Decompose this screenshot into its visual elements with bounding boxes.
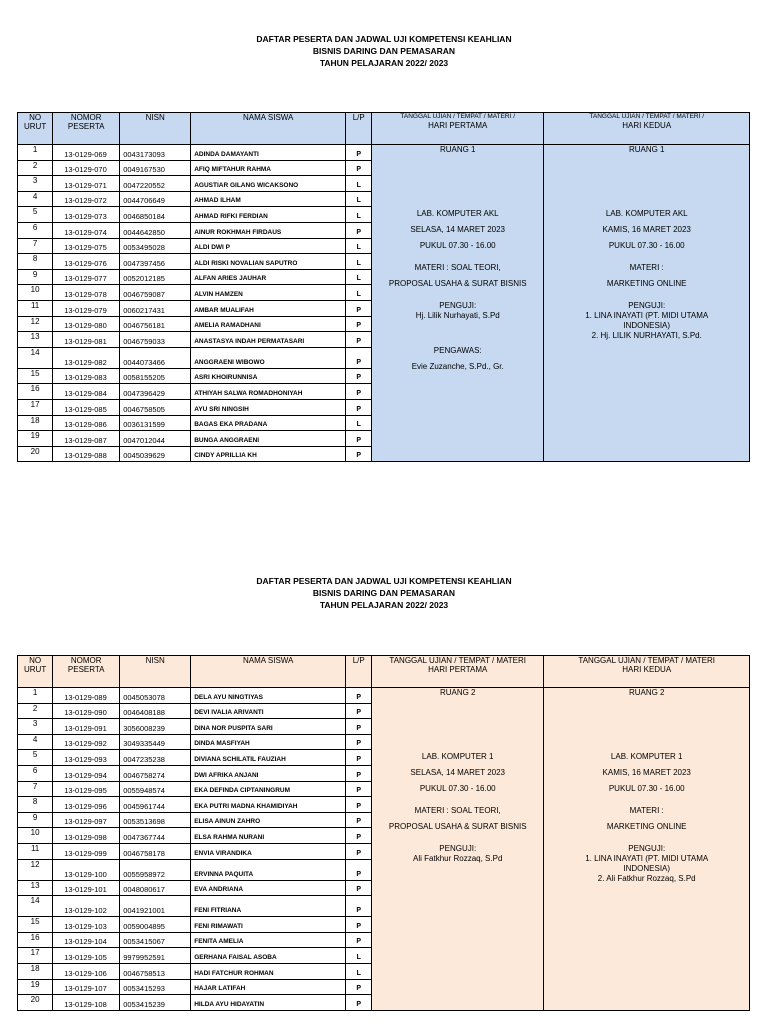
- gender: P: [346, 880, 372, 896]
- row-number: 10: [18, 285, 53, 301]
- gender: P: [346, 781, 372, 797]
- gender: L: [346, 238, 372, 254]
- nomor-peserta: 13-0129-107: [53, 979, 120, 995]
- nomor-peserta: 13-0129-071: [53, 176, 120, 192]
- student-name: GERHANA FAISAL ASOBA: [191, 948, 346, 964]
- nomor-peserta: 13-0129-097: [53, 812, 120, 828]
- row-number: 2: [18, 703, 53, 719]
- student-name: ERVINNA PAQUITA: [191, 859, 346, 880]
- row-number: 12: [18, 316, 53, 332]
- header-nama: NAMA SISWA: [191, 113, 346, 145]
- gender: P: [346, 384, 372, 400]
- header-nomor: NOMOR PESERTA: [53, 113, 120, 145]
- gender: P: [346, 222, 372, 238]
- spacer: [372, 832, 543, 844]
- student-name: ANASTASYA INDAH PERMATASARI: [191, 332, 346, 348]
- gender: P: [346, 932, 372, 948]
- nisn: 0055958972: [120, 859, 191, 880]
- gender: P: [346, 719, 372, 735]
- student-name: BUNGA ANGGRAENI: [191, 431, 346, 447]
- lab-name: LAB. KOMPUTER AKL: [605, 209, 688, 218]
- row-number: 6: [18, 222, 53, 238]
- student-name: HILDA AYU HIDAYATIN: [191, 995, 346, 1011]
- gender: P: [346, 368, 372, 384]
- student-name: ANGGRAENI WIBOWO: [191, 347, 346, 368]
- row-number: 3: [18, 719, 53, 735]
- nisn: 0046408188: [120, 703, 191, 719]
- nisn: 0047235238: [120, 750, 191, 766]
- row-number: 18: [18, 415, 53, 431]
- exam-time: PUKUL 07.30 - 16.00: [419, 784, 496, 793]
- nomor-peserta: 13-0129-106: [53, 963, 120, 979]
- header-nisn: NISN: [120, 656, 191, 688]
- nomor-peserta: 13-0129-108: [53, 995, 120, 1011]
- row-number: 20: [18, 995, 53, 1011]
- gender: P: [346, 446, 372, 462]
- materi-line: MATERI :: [629, 263, 664, 272]
- nomor-peserta: 13-0129-085: [53, 399, 120, 415]
- gender: P: [346, 917, 372, 933]
- row-number: 17: [18, 399, 53, 415]
- penguji-name: 2. Hj. LILIK NURHAYATI, S.Pd.: [591, 331, 702, 340]
- header-day1: TANGGAL UJIAN / TEMPAT / MATERI HARI PERTAMA: [372, 656, 544, 688]
- student-name: DINA NOR PUSPITA SARI: [191, 719, 346, 735]
- materi-line: PROPOSAL USAHA & SURAT BISNIS: [388, 279, 527, 288]
- gender: P: [346, 145, 372, 161]
- student-name: AFIQ MIFTAHUR RAHMA: [191, 160, 346, 176]
- nisn: 0047397456: [120, 254, 191, 270]
- nomor-peserta: 13-0129-101: [53, 880, 120, 896]
- nomor-peserta: 13-0129-095: [53, 781, 120, 797]
- penguji-label: PENGUJI:: [439, 301, 477, 310]
- nisn: 0046759087: [120, 285, 191, 301]
- penguji-name: 1. LINA INAYATI (PT. MIDI UTAMA: [585, 311, 709, 320]
- participant-table: [17, 112, 750, 462]
- nisn: 0059004895: [120, 917, 191, 933]
- materi-line: PROPOSAL USAHA & SURAT BISNIS: [388, 822, 527, 831]
- gender: P: [346, 347, 372, 368]
- table-row: [18, 145, 750, 161]
- gender: P: [346, 399, 372, 415]
- lab-name: LAB. KOMPUTER AKL: [416, 209, 499, 218]
- student-name: DINDA MASFIYAH: [191, 734, 346, 750]
- row-number: 14: [18, 896, 53, 917]
- student-name: ENVIA VIRANDIKA: [191, 843, 346, 859]
- row-number: 14: [18, 347, 53, 368]
- penguji-name: INDONESIA): [623, 864, 671, 873]
- spacer: [372, 794, 543, 806]
- row-number: 20: [18, 446, 53, 462]
- header-nama: NAMA SISWA: [191, 656, 346, 688]
- nisn: 0047012044: [120, 431, 191, 447]
- gender: P: [346, 797, 372, 813]
- gender: P: [346, 332, 372, 348]
- student-name: AHMAD ILHAM: [191, 191, 346, 207]
- student-name: ASRI KHOIRUNNISA: [191, 368, 346, 384]
- nisn: 0053495028: [120, 238, 191, 254]
- nomor-peserta: 13-0129-074: [53, 222, 120, 238]
- nomor-peserta: 13-0129-080: [53, 316, 120, 332]
- row-number: 17: [18, 948, 53, 964]
- row-number: 1: [18, 688, 53, 704]
- nisn: 9979952591: [120, 948, 191, 964]
- nisn: 0044073466: [120, 347, 191, 368]
- student-name: FENI RIMAWATI: [191, 917, 346, 933]
- pengawas-name: Evie Zuzanche, S.Pd., Gr.: [411, 362, 504, 371]
- gender: P: [346, 734, 372, 750]
- nisn: 0049167530: [120, 160, 191, 176]
- gender: P: [346, 703, 372, 719]
- header-nomor: NOMOR PESERTA: [53, 656, 120, 688]
- materi-line: MARKETING ONLINE: [606, 822, 687, 831]
- nomor-peserta: 13-0129-087: [53, 431, 120, 447]
- nisn: 0044706649: [120, 191, 191, 207]
- student-name: AMBAR MUALIFAH: [191, 300, 346, 316]
- gender: P: [346, 431, 372, 447]
- gender: L: [346, 176, 372, 192]
- nomor-peserta: 13-0129-069: [53, 145, 120, 161]
- penguji-name: INDONESIA): [623, 321, 671, 330]
- student-name: ATHIYAH SALWA ROMADHONIYAH: [191, 384, 346, 400]
- student-name: DELA AYU NINGTIYAS: [191, 688, 346, 704]
- nisn: 0046756181: [120, 316, 191, 332]
- nomor-peserta: 13-0129-083: [53, 368, 120, 384]
- gender: P: [346, 843, 372, 859]
- nomor-peserta: 13-0129-104: [53, 932, 120, 948]
- row-number: 8: [18, 797, 53, 813]
- lab-name: LAB. KOMPUTER 1: [610, 752, 683, 761]
- header-no: NO URUT: [18, 113, 53, 145]
- exam-time: PUKUL 07.30 - 16.00: [419, 241, 496, 250]
- nisn: 0052012185: [120, 269, 191, 285]
- nisn: 0045961744: [120, 797, 191, 813]
- materi-line: MATERI :: [629, 806, 664, 815]
- student-name: ALDI DWI P: [191, 238, 346, 254]
- header-no: NO URUT: [18, 656, 53, 688]
- row-number: 3: [18, 176, 53, 192]
- student-name: CINDY APRILLIA KH: [191, 446, 346, 462]
- schedule-day1: [372, 145, 544, 462]
- nisn: 0043173093: [120, 145, 191, 161]
- student-name: ADINDA DAMAYANTI: [191, 145, 346, 161]
- nisn: 0045039629: [120, 446, 191, 462]
- nomor-peserta: 13-0129-079: [53, 300, 120, 316]
- nisn: 0047396429: [120, 384, 191, 400]
- room-label: RUANG 1: [439, 145, 476, 154]
- nomor-peserta: 13-0129-102: [53, 896, 120, 917]
- nomor-peserta: 13-0129-075: [53, 238, 120, 254]
- student-name: HADI FATCHUR ROHMAN: [191, 963, 346, 979]
- penguji-name: Hj. Lilik Nurhayati, S.Pd: [415, 311, 500, 320]
- exam-date: SELASA, 14 MARET 2023: [410, 768, 505, 777]
- row-number: 19: [18, 979, 53, 995]
- student-name: DEVI IVALIA ARIVANTI: [191, 703, 346, 719]
- row-number: 10: [18, 828, 53, 844]
- header-nisn: NISN: [120, 113, 191, 145]
- student-name: AINUR ROKHMAH FIRDAUS: [191, 222, 346, 238]
- materi-line: MATERI : SOAL TEORI,: [414, 806, 501, 815]
- student-name: ALFAN ARIES JAUHAR: [191, 269, 346, 285]
- spacer: [544, 251, 749, 263]
- penguji-name: 2. Ali Fatkhur Rozzaq, S.Pd: [597, 874, 696, 883]
- student-name: AYU SRI NINGSIH: [191, 399, 346, 415]
- nomor-peserta: 13-0129-100: [53, 859, 120, 880]
- nomor-peserta: 13-0129-076: [53, 254, 120, 270]
- row-number: 7: [18, 238, 53, 254]
- nomor-peserta: 13-0129-073: [53, 207, 120, 223]
- gender: L: [346, 191, 372, 207]
- gender: P: [346, 896, 372, 917]
- schedule-day1: [372, 688, 544, 1011]
- spacer: [372, 155, 543, 209]
- nomor-peserta: 13-0129-098: [53, 828, 120, 844]
- student-name: HAJAR LATIFAH: [191, 979, 346, 995]
- pengawas-label: PENGAWAS:: [433, 346, 482, 355]
- nomor-peserta: 13-0129-089: [53, 688, 120, 704]
- row-number: 11: [18, 300, 53, 316]
- nomor-peserta: 13-0129-081: [53, 332, 120, 348]
- row-number: 5: [18, 750, 53, 766]
- student-name: FENITA AMELIA: [191, 932, 346, 948]
- nomor-peserta: 13-0129-105: [53, 948, 120, 964]
- student-name: ELSA RAHMA NURANI: [191, 828, 346, 844]
- room-label: RUANG 2: [439, 688, 476, 697]
- row-number: 9: [18, 812, 53, 828]
- nisn: 0046759033: [120, 332, 191, 348]
- gender: P: [346, 859, 372, 880]
- gender: L: [346, 963, 372, 979]
- spacer: [372, 251, 543, 263]
- spacer: [544, 289, 749, 301]
- nisn: 0036131599: [120, 415, 191, 431]
- nisn: 0053415293: [120, 979, 191, 995]
- gender: P: [346, 750, 372, 766]
- nisn: 0060217431: [120, 300, 191, 316]
- nomor-peserta: 13-0129-096: [53, 797, 120, 813]
- nomor-peserta: 13-0129-084: [53, 384, 120, 400]
- nomor-peserta: 13-0129-094: [53, 765, 120, 781]
- gender: P: [346, 995, 372, 1011]
- gender: P: [346, 160, 372, 176]
- gender: P: [346, 316, 372, 332]
- student-name: FENI FITRIANA: [191, 896, 346, 917]
- row-number: 13: [18, 880, 53, 896]
- nomor-peserta: 13-0129-072: [53, 191, 120, 207]
- nisn: 3056008239: [120, 719, 191, 735]
- row-number: 4: [18, 734, 53, 750]
- nisn: 0053513698: [120, 812, 191, 828]
- gender: P: [346, 979, 372, 995]
- spacer: [544, 794, 749, 806]
- row-number: 19: [18, 431, 53, 447]
- gender: L: [346, 948, 372, 964]
- gender: P: [346, 300, 372, 316]
- materi-line: MARKETING ONLINE: [606, 279, 687, 288]
- nomor-peserta: 13-0129-086: [53, 415, 120, 431]
- penguji-label: PENGUJI:: [439, 844, 477, 853]
- header-day1: TANGGAL UJIAN / TEMPAT / MATERI / HARI PERTAMA: [372, 113, 544, 145]
- spacer: [372, 289, 543, 301]
- student-name: ELISA AINUN ZAHRO: [191, 812, 346, 828]
- student-name: AGUSTIAR GILANG WICAKSONO: [191, 176, 346, 192]
- lab-name: LAB. KOMPUTER 1: [421, 752, 494, 761]
- gender: L: [346, 269, 372, 285]
- gender: L: [346, 254, 372, 270]
- spacer: [544, 832, 749, 844]
- nomor-peserta: 13-0129-070: [53, 160, 120, 176]
- nomor-peserta: 13-0129-099: [53, 843, 120, 859]
- row-number: 18: [18, 963, 53, 979]
- student-name: DWI AFRIKA ANJANI: [191, 765, 346, 781]
- nomor-peserta: 13-0129-077: [53, 269, 120, 285]
- nisn: 0053415067: [120, 932, 191, 948]
- nisn: 0055948574: [120, 781, 191, 797]
- exam-time: PUKUL 07.30 - 16.00: [608, 784, 685, 793]
- exam-date: KAMIS, 16 MARET 2023: [602, 225, 691, 234]
- nisn: 0048080617: [120, 880, 191, 896]
- spacer: [372, 698, 543, 752]
- nomor-peserta: 13-0129-092: [53, 734, 120, 750]
- student-name: EVA ANDRIANA: [191, 880, 346, 896]
- nomor-peserta: 13-0129-093: [53, 750, 120, 766]
- room-label: RUANG 1: [628, 145, 665, 154]
- penguji-label: PENGUJI:: [628, 844, 666, 853]
- penguji-name: Ali Fatkhur Rozzaq, S.Pd: [413, 854, 503, 863]
- materi-line: MATERI : SOAL TEORI,: [414, 263, 501, 272]
- row-number: 6: [18, 765, 53, 781]
- penguji-name: 1. LINA INAYATI (PT. MIDI UTAMA: [585, 854, 709, 863]
- nomor-peserta: 13-0129-088: [53, 446, 120, 462]
- table-row: [18, 688, 750, 704]
- spacer: [544, 155, 749, 209]
- student-name: ALDI RISKI NOVALIAN SAPUTRO: [191, 254, 346, 270]
- room-label: RUANG 2: [628, 688, 665, 697]
- penguji-label: PENGUJI:: [628, 301, 666, 310]
- row-number: 13: [18, 332, 53, 348]
- row-number: 16: [18, 384, 53, 400]
- gender: P: [346, 765, 372, 781]
- header-row: [18, 113, 750, 145]
- student-name: ALVIN HAMZEN: [191, 285, 346, 301]
- row-number: 5: [18, 207, 53, 223]
- exam-time: PUKUL 07.30 - 16.00: [608, 241, 685, 250]
- row-number: 15: [18, 917, 53, 933]
- nisn: 0044642850: [120, 222, 191, 238]
- row-number: 7: [18, 781, 53, 797]
- exam-date: SELASA, 14 MARET 2023: [410, 225, 505, 234]
- header-lp: L/P: [346, 656, 372, 688]
- nomor-peserta: 13-0129-082: [53, 347, 120, 368]
- gender: L: [346, 207, 372, 223]
- exam-date: KAMIS, 16 MARET 2023: [602, 768, 691, 777]
- nisn: 0058155205: [120, 368, 191, 384]
- row-number: 9: [18, 269, 53, 285]
- row-number: 2: [18, 160, 53, 176]
- nisn: 0046850184: [120, 207, 191, 223]
- nomor-peserta: 13-0129-103: [53, 917, 120, 933]
- nisn: 0041921001: [120, 896, 191, 917]
- nisn: 0047220552: [120, 176, 191, 192]
- gender: L: [346, 415, 372, 431]
- student-name: EKA PUTRI MADNA KHAMIDIYAH: [191, 797, 346, 813]
- row-number: 11: [18, 843, 53, 859]
- header-day2: TANGGAL UJIAN / TEMPAT / MATERI HARI KEDUA: [544, 656, 750, 688]
- document-title: DAFTAR PESERTA DAN JADWAL UJI KOMPETENSI KEAHLIAN BISNIS DARING DAN PEMASARAN TAHUN PELAJARAN 2022/ 2023: [256, 34, 512, 68]
- nisn: 3049335449: [120, 734, 191, 750]
- header-day2: TANGGAL UJIAN / TEMPAT / MATERI / HARI KEDUA: [544, 113, 750, 145]
- gender: P: [346, 688, 372, 704]
- nisn: 0053415239: [120, 995, 191, 1011]
- row-number: 8: [18, 254, 53, 270]
- nisn: 0047367744: [120, 828, 191, 844]
- header-lp: L/P: [346, 113, 372, 145]
- row-number: 4: [18, 191, 53, 207]
- nomor-peserta: 13-0129-078: [53, 285, 120, 301]
- nisn: 0046758274: [120, 765, 191, 781]
- row-number: 12: [18, 859, 53, 880]
- header-row: [18, 656, 750, 688]
- participant-table: [17, 655, 750, 1011]
- schedule-day2: [544, 688, 750, 1011]
- nisn: 0045053078: [120, 688, 191, 704]
- nisn: 0046758505: [120, 399, 191, 415]
- student-name: BAGAS EKA PRADANA: [191, 415, 346, 431]
- nisn: 0046758178: [120, 843, 191, 859]
- schedule-day2: [544, 145, 750, 462]
- row-number: 16: [18, 932, 53, 948]
- document-title: DAFTAR PESERTA DAN JADWAL UJI KOMPETENSI KEAHLIAN BISNIS DARING DAN PEMASARAN TAHUN PELAJARAN 2022/ 2023: [256, 576, 512, 610]
- student-name: EKA DEFINDA CIPTANINGRUM: [191, 781, 346, 797]
- row-number: 1: [18, 145, 53, 161]
- row-number: 15: [18, 368, 53, 384]
- nisn: 0046758513: [120, 963, 191, 979]
- spacer: [372, 321, 543, 346]
- nomor-peserta: 13-0129-091: [53, 719, 120, 735]
- student-name: DIVIANA SCHILATIL FAUZIAH: [191, 750, 346, 766]
- gender: L: [346, 285, 372, 301]
- nomor-peserta: 13-0129-090: [53, 703, 120, 719]
- student-name: AHMAD RIFKI FERDIAN: [191, 207, 346, 223]
- gender: P: [346, 812, 372, 828]
- gender: P: [346, 828, 372, 844]
- student-name: AMELIA RAMADHANI: [191, 316, 346, 332]
- spacer: [544, 698, 749, 752]
